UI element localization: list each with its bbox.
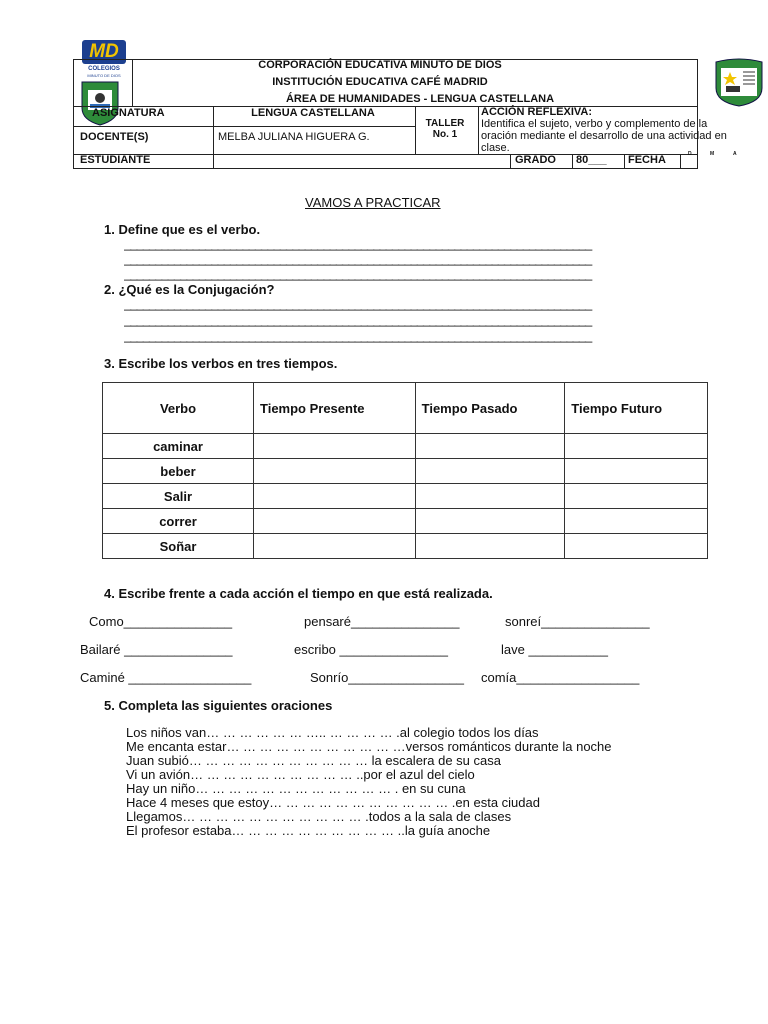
fecha-m: M	[710, 151, 715, 157]
sentence[interactable]: Llegamos… … … … … … … … … … … .todos a la sala de clases	[126, 809, 512, 824]
answer-cell[interactable]	[254, 534, 416, 559]
answer-cell[interactable]	[254, 459, 416, 484]
sentence[interactable]: Me encanta estar… … … … … … … … … … …versos románticos durante la noche	[126, 739, 612, 754]
grado-label: GRADO	[515, 154, 556, 166]
grado-value: 80___	[576, 154, 607, 166]
docente-label: DOCENTE(S)	[80, 131, 149, 143]
question-1: 1. Define que es el verbo.	[104, 222, 261, 237]
action-fill[interactable]: Como_______________	[89, 614, 233, 629]
crest-icon	[712, 58, 766, 108]
taller-label: TALLER	[425, 118, 465, 129]
taller-number: No. 1	[432, 129, 458, 140]
answer-line[interactable]: ___________________________________________________________________________	[124, 236, 592, 251]
estudiante-label: ESTUDIANTE	[80, 154, 151, 166]
action-fill[interactable]: sonreí_______________	[505, 614, 650, 629]
question-5: 5. Completa las siguientes oraciones	[104, 698, 333, 713]
answer-cell[interactable]	[415, 534, 565, 559]
answer-line[interactable]: ___________________________________________________________________________	[124, 266, 592, 281]
col-header-futuro: Tiempo Futuro	[565, 383, 708, 434]
asignatura-value: LENGUA CASTELLANA	[251, 107, 375, 119]
accion-reflexiva-text: Identifica el sujeto, verbo y complemento de la oración mediante el desarrollo de una actividad en clase.	[481, 118, 727, 154]
sentence[interactable]: Vi un avión… … … … … … … … … … ..por el azul del cielo	[126, 767, 475, 782]
sentence[interactable]: El profesor estaba… … … … … … … … … … ..la guía anoche	[126, 823, 491, 838]
verb-cell: caminar	[103, 434, 254, 459]
sentence[interactable]: Juan subió… … … … … … … … … … … la escalera de su casa	[126, 753, 501, 768]
verb-cell: beber	[103, 459, 254, 484]
answer-cell[interactable]	[565, 434, 708, 459]
answer-cell[interactable]	[254, 434, 416, 459]
answer-cell[interactable]	[254, 509, 416, 534]
logo-colegios-text: COLEGIOS	[88, 66, 120, 72]
verb-cell: Salir	[103, 484, 254, 509]
action-fill[interactable]: pensaré_______________	[304, 614, 460, 629]
header-line-1: CORPORACIÓN EDUCATIVA MINUTO DE DIOS	[258, 59, 502, 71]
answer-cell[interactable]	[565, 484, 708, 509]
action-fill[interactable]: Bailaré _______________	[80, 642, 233, 657]
action-fill[interactable]: comía_________________	[481, 670, 640, 685]
question-4: 4. Escribe frente a cada acción el tiempo en que está realizada.	[104, 586, 493, 601]
answer-cell[interactable]	[415, 434, 565, 459]
sentence[interactable]: Los niños van… … … … … … ….. … … … … .al colegio todos los días	[126, 725, 539, 740]
school-logo-right	[712, 58, 766, 108]
answer-cell[interactable]	[254, 484, 416, 509]
action-fill[interactable]: escribo _______________	[294, 642, 448, 657]
fecha-label: FECHA	[628, 154, 666, 166]
page-title: VAMOS A PRACTICAR	[305, 195, 441, 210]
logo-md-text: MD	[89, 41, 119, 62]
answer-line[interactable]: ___________________________________________________________________________	[124, 251, 592, 266]
question-2: 2. ¿Qué es la Conjugación?	[104, 282, 275, 297]
accion-reflexiva-label: ACCIÓN REFLEXIVA:	[481, 106, 593, 118]
answer-line[interactable]: ___________________________________________________________________________	[124, 296, 592, 311]
answer-cell[interactable]	[415, 459, 565, 484]
verb-cell: correr	[103, 509, 254, 534]
sentence[interactable]: Hay un niño… … … … … … … … … … … … . en su cuna	[126, 781, 466, 796]
verb-cell: Soñar	[103, 534, 254, 559]
asignatura-label: ASIGNATURA	[92, 107, 165, 119]
fecha-d: D	[688, 151, 692, 157]
col-header-verbo: Verbo	[103, 383, 254, 434]
action-fill[interactable]: Sonrío________________	[310, 670, 464, 685]
verbs-table	[102, 382, 708, 559]
answer-cell[interactable]	[415, 509, 565, 534]
col-header-pasado: Tiempo Pasado	[415, 383, 565, 434]
header-line-2: INSTITUCIÓN EDUCATIVA CAFÉ MADRID	[272, 76, 488, 88]
answer-line[interactable]: ___________________________________________________________________________	[124, 312, 592, 327]
action-fill[interactable]: Caminé _________________	[80, 670, 252, 685]
logo-minuto-text: MINUTO DE DIOS	[87, 73, 121, 78]
sentence[interactable]: Hace 4 meses que estoy… … … … … … … … … … … .en esta ciudad	[126, 795, 540, 810]
header-line-3: ÁREA DE HUMANIDADES - LENGUA CASTELLANA	[285, 93, 555, 105]
answer-cell[interactable]	[565, 509, 708, 534]
col-header-presente: Tiempo Presente	[254, 383, 416, 434]
answer-cell[interactable]	[565, 534, 708, 559]
answer-line[interactable]: ___________________________________________________________________________	[124, 328, 592, 343]
action-fill[interactable]: lave ___________	[501, 642, 608, 657]
answer-cell[interactable]	[565, 459, 708, 484]
question-3: 3. Escribe los verbos en tres tiempos.	[104, 356, 338, 371]
docente-value: MELBA JULIANA HIGUERA G.	[218, 131, 370, 143]
fecha-a: A	[733, 151, 737, 157]
answer-cell[interactable]	[415, 484, 565, 509]
